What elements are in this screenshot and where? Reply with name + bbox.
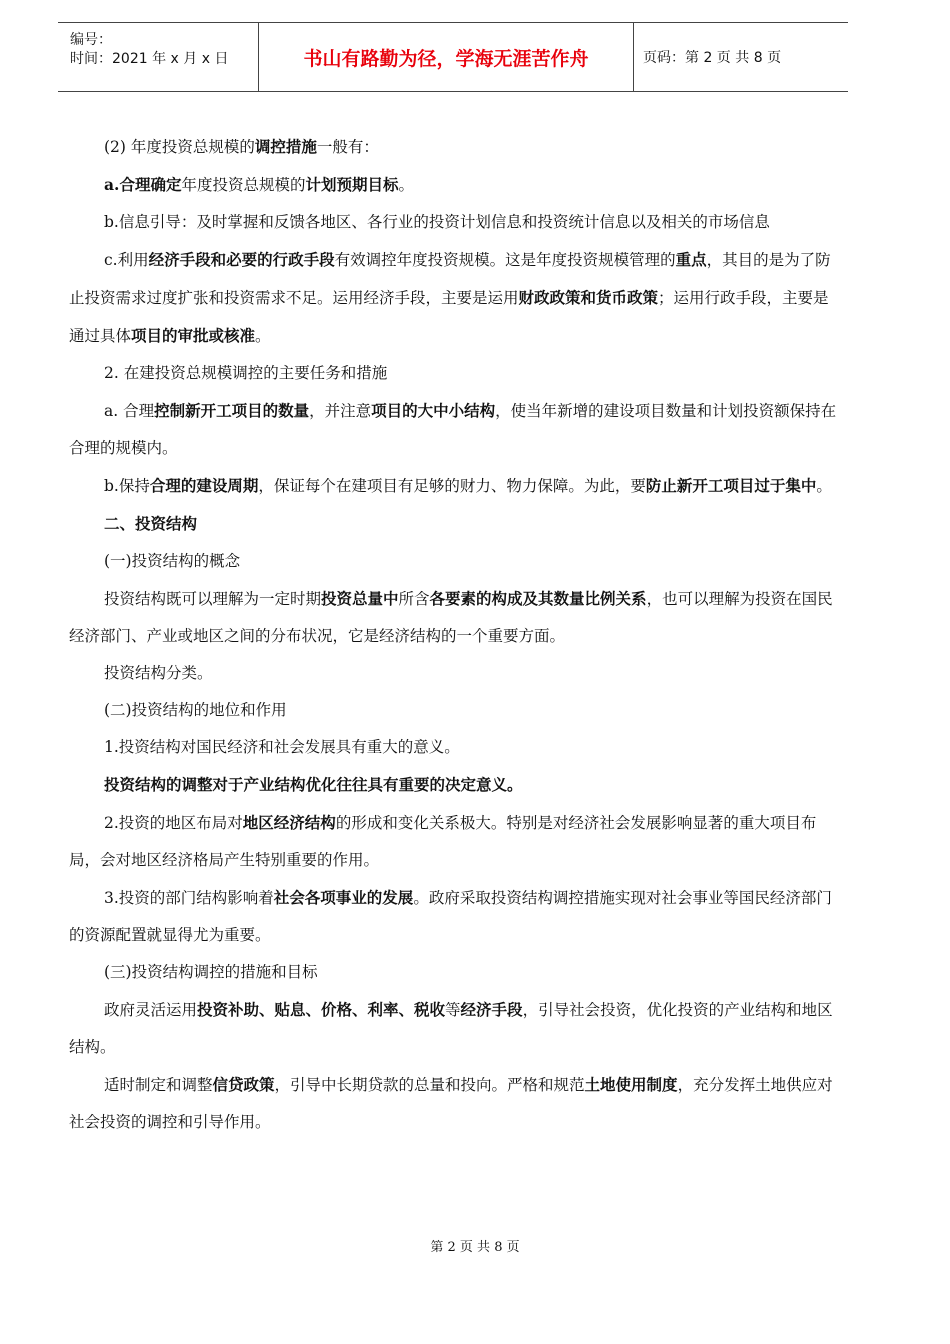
header-number: 编号： [70,32,112,48]
text-run: ，使当年新增的建设项目数量和计划投资额保持在合理的规模内。 [69,402,837,457]
paragraph [69,879,839,954]
text-run: 1.投资结构对国民经济和社会发展具有重大的意义。 [104,738,460,756]
text-run: (二)投资结构的地位和作用 [104,701,287,719]
text-run: b.信息引导：及时掌握和反馈各地区、各行业的投资计划信息和投资统计信息以及相关的市场信息 [104,213,770,231]
paragraph [69,392,839,467]
text-run: ；运用行政手段，主要是通过具体 [69,289,829,345]
paragraph [69,692,839,729]
text-run: ，引导社会投资，优化投资的产业结构和地区结构。 [69,1001,833,1056]
text-run: 政府灵活运用 [104,1001,198,1019]
paragraph [69,241,839,355]
paragraph [69,766,839,804]
bold-text: 项目的大中小结构 [371,401,496,420]
header-page-number: 页码：第 2 页 共 8 页 [643,50,782,66]
text-run: 。政府采取投资结构调控措施实现对社会事业等国民经济部门的资源配置就显得尤为重要。 [69,889,832,944]
text-run: ，保证每个在建项目有足够的财力、物力保障。为此，要 [258,477,646,495]
text-run: ，其目的是为了防止投资需求过度扩张和投资需求不足。运用经济手段，主要是运用 [69,251,831,307]
text-run: 所含 [398,590,430,608]
text-run: a. 合理 [104,402,155,420]
text-run: 有效调控年度投资规模。这是年度投资规模管理的 [334,251,676,269]
text-run: 投资结构既可以理解为一定时期 [104,590,322,608]
text-run: ，引导中长期贷款的总量和投向。严格和规范 [274,1076,585,1094]
header-motto: 书山有路勤为径，学海无涯苦作舟 [259,23,634,91]
paragraph [69,804,839,879]
text-run: 3.投资的部门结构影响着 [104,889,274,907]
paragraph [69,166,839,204]
text-run: 年度投资总规模的 [181,176,306,194]
text-run: (三)投资结构调控的措施和目标 [104,963,318,981]
paragraph [69,467,839,505]
bold-text: 控制新开工项目的数量 [154,401,310,420]
text-run: 投资结构分类。 [104,664,213,682]
bold-text: 重点 [675,250,707,269]
text-run: 适时制定和调整 [104,1076,213,1094]
paragraph [69,655,839,692]
bold-text: 投资总量中 [321,589,399,608]
paragraph [69,505,839,543]
text-run: 2.投资的地区布局对 [104,814,243,832]
header-time: 时间：2021 年 x 月 x 日 [70,51,229,67]
paragraph [69,729,839,766]
text-run: (一)投资结构的概念 [104,552,241,570]
text-run: c.利用 [104,251,149,269]
text-run: 2. 在建投资总规模调控的主要任务和措施 [104,364,388,382]
bold-text: 经济手段和必要的行政手段 [148,250,335,269]
page-header [58,22,848,92]
page-footer: 第 2 页 共 8 页 [430,1240,520,1255]
bold-text: 合理的建设周期 [149,476,259,495]
paragraph [69,543,839,580]
bold-text: 项目的审批或核准 [131,326,256,345]
bold-text: 各要素的构成及其数量比例关系 [429,589,647,608]
bold-text: 地区经济结构 [242,813,336,832]
bold-text: 信贷政策 [212,1075,275,1094]
text-run: b.保持 [104,477,150,495]
text-run: 的形成和变化关系极大。特别是对经济社会发展影响显著的重大项目布局，会对地区经济格局产生特别重要的作用。 [69,814,817,869]
paragraph [69,128,839,166]
bold-text: a.合理确定 [104,175,182,194]
text-run: 。 [816,477,832,495]
bold-text: 社会各项事业的发展 [273,888,414,907]
paragraph [69,954,839,991]
bold-text: 计划预期目标 [305,175,399,194]
bold-text: 投资结构的调整对于产业结构优化往往具有重要的决定意义。 [104,775,523,794]
bold-text: 调控措施 [254,137,317,156]
bold-text: 土地使用制度 [584,1075,678,1094]
bold-text: 防止新开工项目过于集中 [645,476,817,495]
bold-text: 经济手段 [460,1000,523,1019]
text-run: ，充分发挥土地供应对社会投资的调控和引导作用。 [69,1076,833,1131]
paragraph [69,1066,839,1141]
text-run: (2) 年度投资总规模的 [104,138,255,156]
paragraph [69,204,839,241]
text-run: 等 [445,1001,461,1019]
bold-text: 二、投资结构 [104,514,198,533]
bold-text: 财政政策和货币政策 [518,288,659,307]
text-run: ，并注意 [309,402,372,420]
header-meta [58,23,259,91]
document-body [69,128,839,1141]
text-run: ，也可以理解为投资在国民经济部门、产业或地区之间的分布状况，它是经济结构的一个重要方面。 [69,590,833,645]
bold-text: 投资补助、贴息、价格、利率、税收 [197,1000,446,1019]
paragraph [69,580,839,655]
paragraph [69,991,839,1066]
paragraph [69,355,839,392]
text-run: 一般有： [316,138,379,156]
text-run: 。 [255,327,271,345]
text-run: 。 [398,176,414,194]
